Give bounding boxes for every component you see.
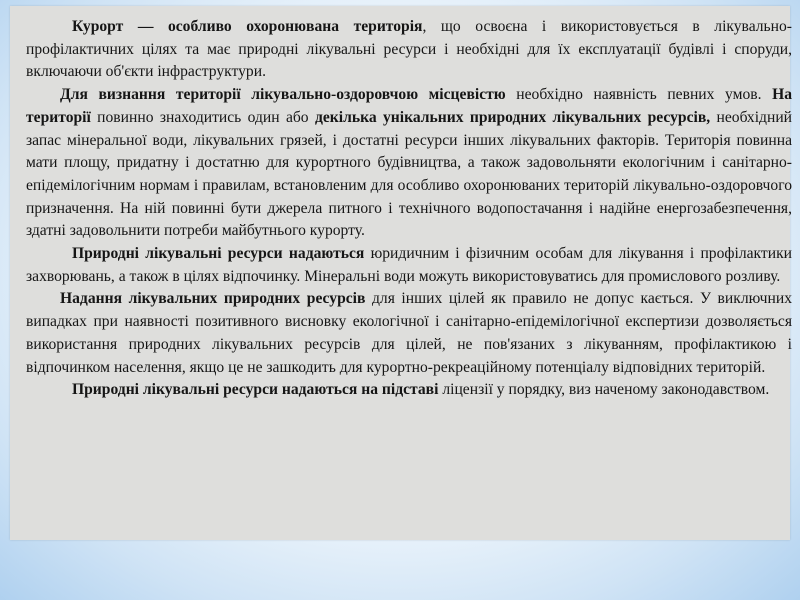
text-conditions-details: необхідний запас мінеральної води, лікувальних грязей, і достатні ресурси інших лікувальних факторів. Територія повинна мати площу, придатну і достатню для курортного будівництва, а також задовольняти екологічним і санітарно-епідемілогічним нормам і правилам, встановленим для особливо охоронюваних територій лікувально-оздоровчого призначення. На ній повинні бути джерела питного і технічного водопостачання і надійне енергозабезпечення, здатні задовольнити потреби майбутнього курорту. [26, 108, 793, 240]
text-other-purposes-details: для інших цілей як правило не допус кається. У виключних випадках при наявності позитивного висновку екологічної і санітарно-епідемілогічної експертизи дозволяється використання природних лікувальних ресурсів для цілей, не пов'язаних з лікуванням, профілактикою і відпочинком населення, якщо це не зашкодить для курортно-рекреаційному потенціалу відповідних територій. [26, 290, 792, 376]
term-recognition: Для визнання території лікувально-оздоровчою місцевістю [60, 86, 506, 104]
paragraph-license [26, 379, 792, 402]
text-resort-description: , що освоєна і використовується в лікувально-профілактичних цілях та має природні лікувальні ресурси і необхідні для їх експлуатації будівлі і споруди, включаючи об'єкти інфраструктури. [26, 18, 792, 81]
term-resources-provided: Природні лікувальні ресурси надаються [72, 245, 365, 263]
paragraph-other-purposes [26, 288, 792, 379]
document-body [26, 16, 792, 402]
text-provision-details: юридичним і фізичним особам для лікування і профілактики захворювань, а також в цілях відпочинку. Мінеральні води можуть використовуватись для промислового розливу. [26, 245, 792, 285]
paragraph-resources-provision [26, 243, 792, 288]
paragraph-resort-definition [26, 16, 792, 84]
term-license-basis: Природні лікувальні ресурси надаються на підставі [72, 381, 439, 399]
term-on-territory: На території [26, 86, 793, 126]
text-license-details: ліцензії у порядку, виз наченому законодавством. [438, 381, 770, 399]
text-conditions-intro: необхідно наявність певних умов. [505, 86, 773, 104]
term-resource-provision: Надання лікувальних природних ресурсів [60, 290, 366, 308]
term-resort: Курорт — особливо охоронювана територія [72, 18, 423, 35]
paragraph-recognition-conditions [26, 84, 792, 243]
text-one-or: повинно знаходитись один або [90, 108, 315, 126]
term-unique-resources: декілька унікальних природних лікувальних ресурсів, [314, 108, 711, 126]
text-panel [10, 6, 793, 540]
